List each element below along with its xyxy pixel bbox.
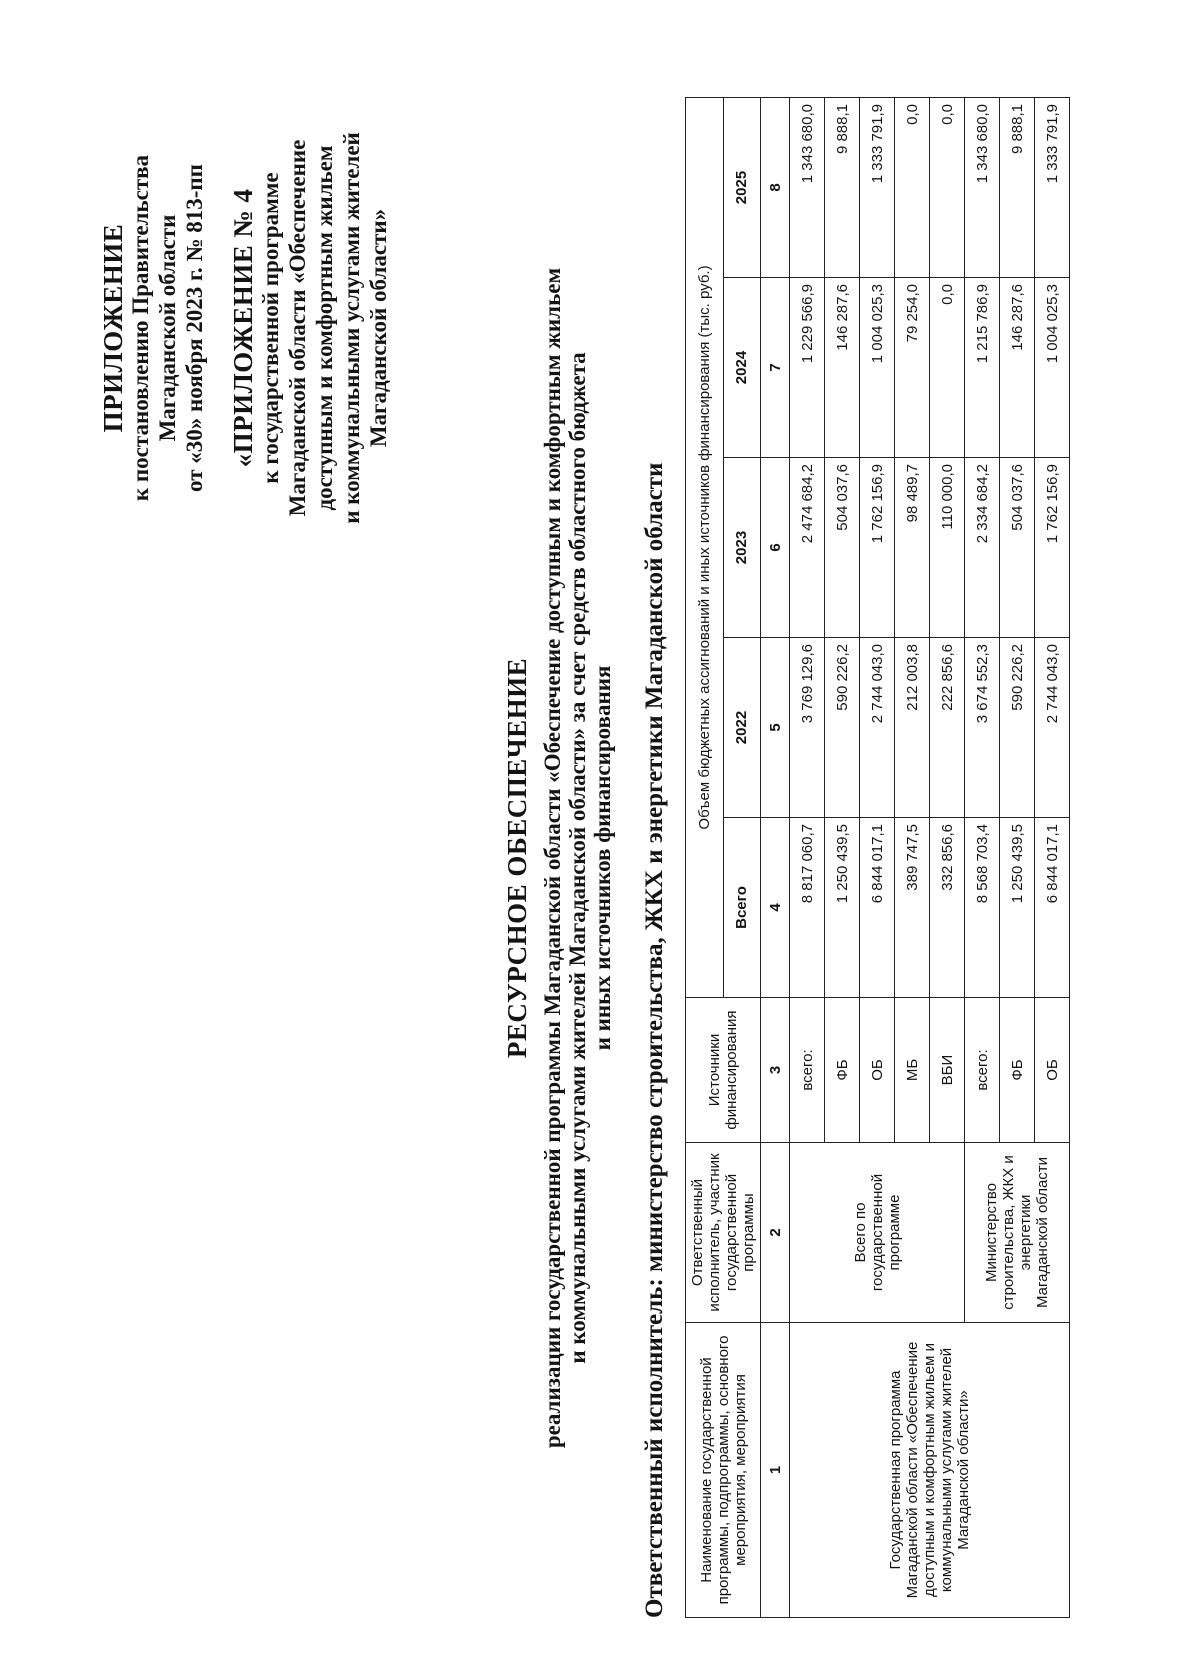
col-index: 5 xyxy=(761,638,790,818)
value-cell: 8 568 703,4 xyxy=(965,818,1000,998)
col-header-funding-group: Объем бюджетных ассигнований и иных источников финансирования (тыс. руб.) xyxy=(686,98,724,998)
program-name-cell: Государственная программа Магаданской области «Обеспечение доступным и комфортным жильем и коммунальными услугами жителей Магаданской области» xyxy=(790,1323,1070,1618)
col-index: 7 xyxy=(761,278,790,458)
value-cell: 1 229 566,9 xyxy=(790,278,825,458)
value-cell: 3 769 129,6 xyxy=(790,638,825,818)
value-cell: 2 744 043,0 xyxy=(860,638,895,818)
col-index: 3 xyxy=(761,998,790,1143)
value-cell: 504 037,6 xyxy=(825,458,860,638)
value-cell: 1 215 786,9 xyxy=(965,278,1000,458)
value-cell: 110 000,0 xyxy=(930,458,965,638)
annex-line: к государственной программе xyxy=(258,172,283,484)
value-cell: 2 474 684,2 xyxy=(790,458,825,638)
title-line: и коммунальными услугами жителей Магаданской области» за счет средств областного бюджета xyxy=(565,352,590,1364)
source-cell: ФБ xyxy=(825,998,860,1143)
header-title: ПРИЛОЖЕНИЕ xyxy=(98,223,128,433)
col-header-year: 2022 xyxy=(723,638,761,818)
value-cell: 79 254,0 xyxy=(895,278,930,458)
value-cell: 1 343 680,0 xyxy=(790,98,825,278)
col-header-year: 2025 xyxy=(723,98,761,278)
source-cell: всего: xyxy=(965,998,1000,1143)
annex-line: доступным и комфортным жильем xyxy=(312,145,337,511)
value-cell: 98 489,7 xyxy=(895,458,930,638)
header-line: к постановлению Правительства xyxy=(128,154,153,502)
executor-ministry-cell: Министерство строительства, ЖКХ и энергетики Магаданской области xyxy=(965,1143,1070,1323)
document-header xyxy=(100,28,392,628)
value-cell: 0,0 xyxy=(895,98,930,278)
value-cell: 1 333 791,9 xyxy=(860,98,895,278)
col-header-executor: Ответственный исполнитель, участник государственной программы xyxy=(686,1143,761,1323)
value-cell: 332 856,6 xyxy=(930,818,965,998)
value-cell: 1 004 025,3 xyxy=(1035,278,1070,458)
value-cell: 389 747,5 xyxy=(895,818,930,998)
value-cell: 590 226,2 xyxy=(1000,638,1035,818)
value-cell: 1 762 156,9 xyxy=(1035,458,1070,638)
value-cell: 9 888,1 xyxy=(825,98,860,278)
col-header-year: 2024 xyxy=(723,278,761,458)
source-cell: МБ xyxy=(895,998,930,1143)
annex-line: Магаданской области» xyxy=(366,208,391,448)
executor-total-cell: Всего по государственной программе xyxy=(790,1143,965,1323)
annex-line: Магаданской области «Обеспечение xyxy=(285,139,310,517)
value-cell: 9 888,1 xyxy=(1000,98,1035,278)
value-cell: 6 844 017,1 xyxy=(860,818,895,998)
value-cell: 8 817 060,7 xyxy=(790,818,825,998)
annex-title: «ПРИЛОЖЕНИЕ № 4 xyxy=(228,188,258,468)
col-header-year: 2023 xyxy=(723,458,761,638)
header-decree-date: от «30» ноября 2023 г. № 813-пп xyxy=(182,164,207,492)
value-cell: 1 004 025,3 xyxy=(860,278,895,458)
header-line: Магаданской области xyxy=(155,214,180,442)
col-index: 8 xyxy=(761,98,790,278)
col-index: 4 xyxy=(761,818,790,998)
value-cell: 1 343 680,0 xyxy=(965,98,1000,278)
value-cell: 1 250 439,5 xyxy=(1000,818,1035,998)
value-cell: 1 762 156,9 xyxy=(860,458,895,638)
value-cell: 504 037,6 xyxy=(1000,458,1035,638)
source-cell: ОБ xyxy=(1035,998,1070,1143)
value-cell: 212 003,8 xyxy=(895,638,930,818)
value-cell: 6 844 017,1 xyxy=(1035,818,1070,998)
value-cell: 222 856,6 xyxy=(930,638,965,818)
value-cell: 0,0 xyxy=(930,98,965,278)
source-cell: ОБ xyxy=(860,998,895,1143)
value-cell: 1 250 439,5 xyxy=(825,818,860,998)
value-cell: 2 744 043,0 xyxy=(1035,638,1070,818)
value-cell: 146 287,6 xyxy=(825,278,860,458)
value-cell: 3 674 552,3 xyxy=(965,638,1000,818)
col-index: 6 xyxy=(761,458,790,638)
value-cell: 0,0 xyxy=(930,278,965,458)
document-title xyxy=(502,98,615,1618)
col-header-total: Всего xyxy=(723,818,761,998)
annex-line: и коммунальными услугами жителей xyxy=(339,132,364,524)
title-main: РЕСУРСНОЕ ОБЕСПЕЧЕНИЕ xyxy=(502,657,532,1059)
source-cell: ФБ xyxy=(1000,998,1035,1143)
title-line: и иных источников финансирования xyxy=(590,665,615,1051)
value-cell: 590 226,2 xyxy=(825,638,860,818)
responsible-executor: Ответственный исполнитель: министерство строительства, ЖКХ и энергетики Магаданской области xyxy=(641,462,668,1618)
source-cell: ВБИ xyxy=(930,998,965,1143)
col-header-source: Источники финансирования xyxy=(686,998,761,1143)
value-cell: 1 333 791,9 xyxy=(1035,98,1070,278)
col-header-name: Наименование государственной программы, подпрограммы, основного мероприятия, мероприятия xyxy=(686,1323,761,1618)
table-row xyxy=(790,98,825,1618)
value-cell: 2 334 684,2 xyxy=(965,458,1000,638)
source-cell: всего: xyxy=(790,998,825,1143)
value-cell: 146 287,6 xyxy=(1000,278,1035,458)
title-line: реализации государственной программы Магаданской области «Обеспечение доступным и комфортным жильем xyxy=(540,267,565,1449)
col-index: 1 xyxy=(761,1323,790,1618)
resource-table xyxy=(685,97,1070,1618)
col-index: 2 xyxy=(761,1143,790,1323)
